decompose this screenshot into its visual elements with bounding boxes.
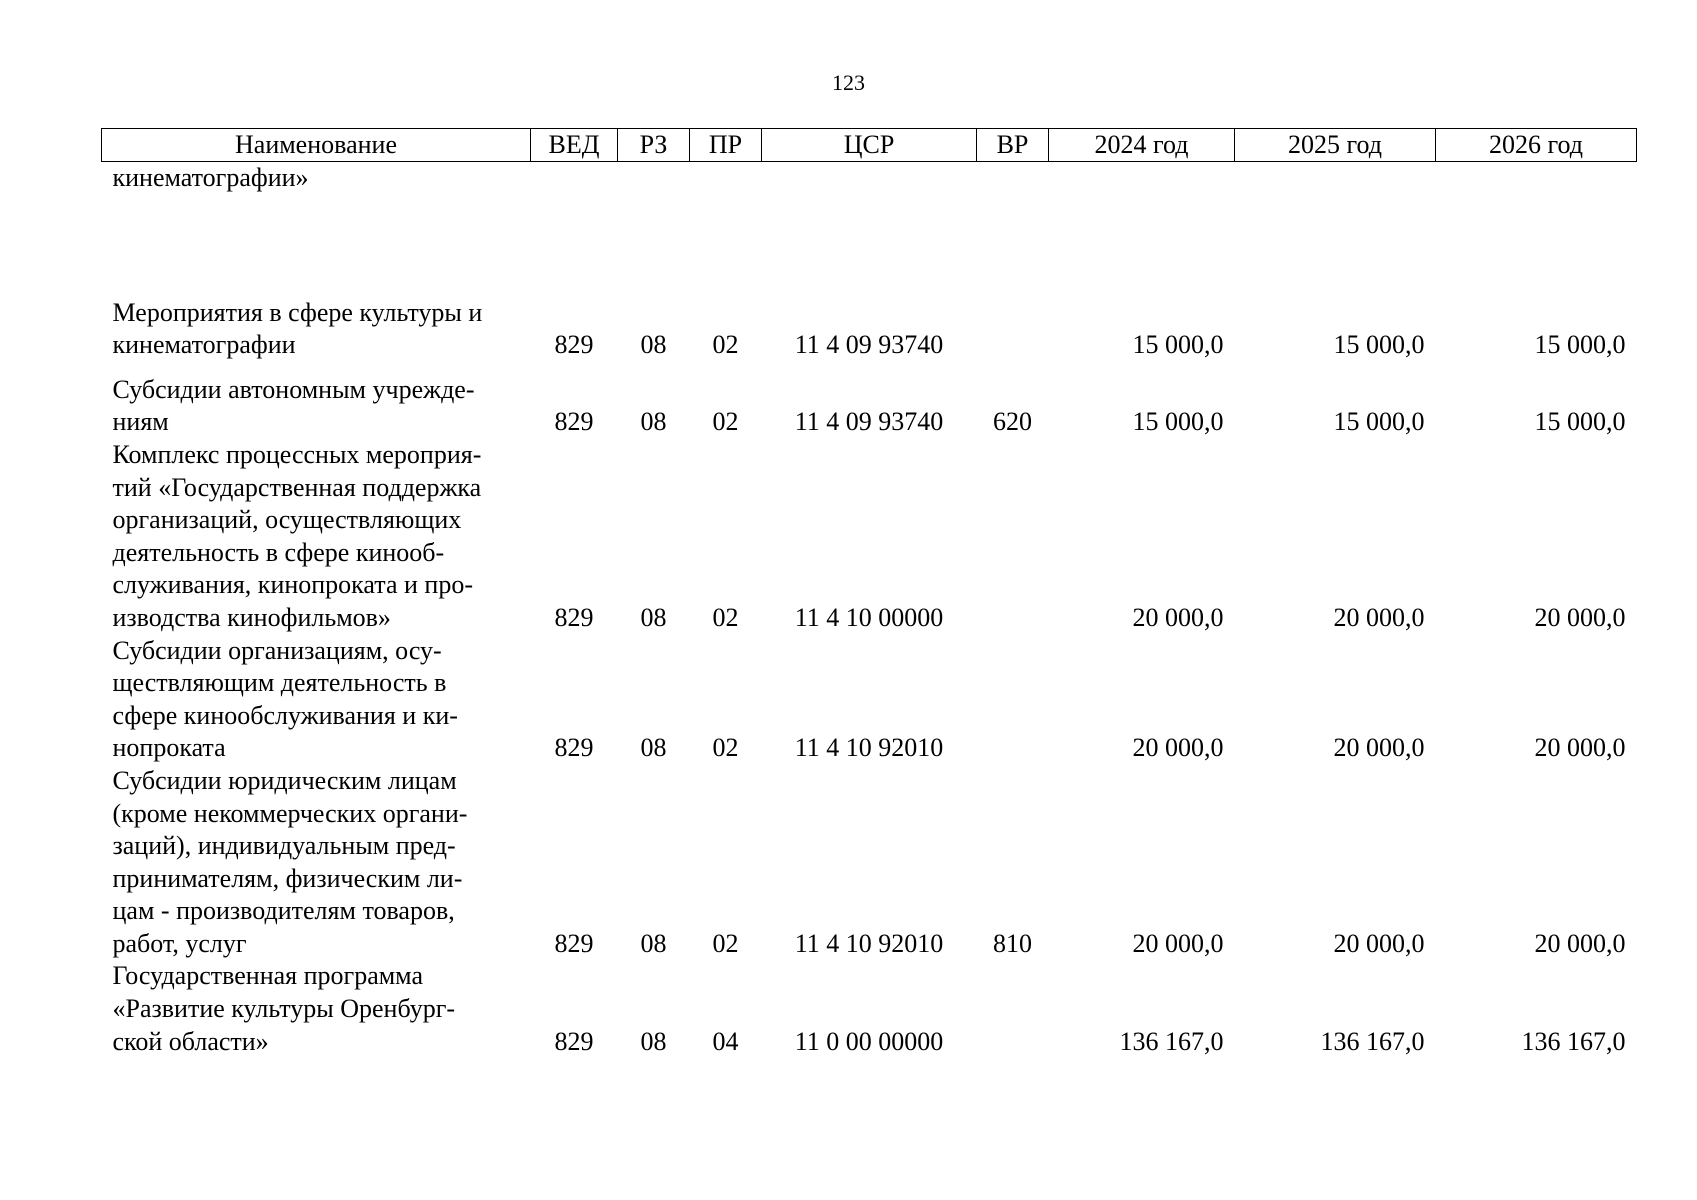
name-line: ществляющим деятельность в [112, 668, 447, 698]
row-gap [102, 362, 1637, 374]
cell-pr: 02 [712, 928, 739, 958]
cell-2026: 20 000,0 [1534, 733, 1626, 763]
header-vr: ВР [977, 129, 1049, 162]
cell-2025: 15 000,0 [1333, 407, 1425, 437]
name-line: «Развитие культуры Оренбург- [112, 994, 456, 1024]
cell-rz: 08 [640, 733, 667, 763]
cell-vr: 810 [993, 928, 1032, 958]
cell-vr: 620 [993, 407, 1032, 437]
cell-rz: 08 [640, 330, 667, 360]
cell-2025: 20 000,0 [1333, 733, 1425, 763]
name-line: тий «Государственная поддержка [112, 472, 482, 502]
name-line: цам - производителям товаров, [112, 896, 455, 926]
cell-ved: 829 [554, 1026, 594, 1056]
name-line: организаций, осуществляющих [112, 505, 462, 535]
cell-2025: 20 000,0 [1333, 602, 1425, 632]
carryover-row [102, 162, 1637, 195]
cell-name [102, 374, 531, 439]
name-line: ской области» [112, 1026, 269, 1056]
header-name: Наименование [102, 129, 531, 162]
cell-ved: 829 [554, 407, 594, 437]
cell-ved: 829 [554, 602, 594, 632]
cell-2026: 15 000,0 [1534, 330, 1626, 360]
cell-csr: 11 4 10 92010 [794, 733, 944, 763]
cell-csr: 11 4 10 92010 [794, 928, 944, 958]
name-line: заций), индивидуальным пред- [112, 831, 456, 861]
page-number: 123 [832, 70, 865, 95]
name-line: кинематографии [112, 330, 296, 360]
name-line: нопроката [112, 733, 226, 763]
header-rz: РЗ [618, 129, 690, 162]
header-pr: ПР [690, 129, 762, 162]
header-2026: 2026 год [1436, 129, 1637, 162]
cell-2025: 136 167,0 [1320, 1026, 1425, 1056]
carryover-text: кинематографии» [112, 163, 309, 192]
header-csr: ЦСР [762, 129, 977, 162]
cell-csr: 11 4 10 00000 [794, 602, 944, 632]
name-line: служивания, кинопроката и про- [112, 570, 473, 600]
carryover-spacer [102, 195, 1637, 297]
cell-name [102, 297, 531, 362]
cell-2024: 20 000,0 [1132, 928, 1224, 958]
name-line: (кроме некоммерческих органи- [112, 798, 468, 828]
cell-2025: 15 000,0 [1333, 330, 1425, 360]
table-body [102, 162, 1637, 1059]
name-line: Субсидии юридическим лицам [112, 765, 457, 795]
table-row [102, 297, 1637, 362]
cell-name [102, 439, 531, 635]
name-line: Мероприятия в сфере культуры и [112, 297, 483, 327]
name-line: сфере кинообслуживания и ки- [112, 700, 458, 730]
cell-pr: 04 [712, 1026, 739, 1056]
cell-name [102, 960, 531, 1058]
cell-2024: 136 167,0 [1119, 1026, 1224, 1056]
cell-vr [977, 297, 1049, 362]
table-row [102, 635, 1637, 765]
cell-pr: 02 [712, 330, 739, 360]
cell-2024: 15 000,0 [1132, 407, 1224, 437]
table-row [102, 765, 1637, 961]
name-line: изводства кинофильмов» [112, 602, 391, 632]
cell-2025: 20 000,0 [1333, 928, 1425, 958]
cell-2024: 15 000,0 [1132, 330, 1224, 360]
cell-2026: 15 000,0 [1534, 407, 1626, 437]
cell-name [102, 635, 531, 765]
table-row [102, 374, 1637, 439]
cell-pr: 02 [712, 602, 739, 632]
header-ved: ВЕД [531, 129, 618, 162]
cell-pr: 02 [712, 407, 739, 437]
cell-rz: 08 [640, 1026, 667, 1056]
cell-2026: 136 167,0 [1521, 1026, 1626, 1056]
cell-rz: 08 [640, 602, 667, 632]
cell-pr: 02 [712, 733, 739, 763]
table-header [102, 129, 1637, 162]
budget-table [101, 128, 1637, 1058]
cell-rz: 08 [640, 407, 667, 437]
cell-csr: 11 4 09 93740 [794, 330, 944, 360]
cell-2026: 20 000,0 [1534, 928, 1626, 958]
table-row [102, 960, 1637, 1058]
cell-vr [977, 635, 1049, 765]
name-line: ниям [112, 407, 169, 437]
cell-2026: 20 000,0 [1534, 602, 1626, 632]
header-2025: 2025 год [1235, 129, 1436, 162]
cell-name [102, 765, 531, 961]
cell-csr: 11 0 00 00000 [794, 1026, 944, 1056]
name-line: принимателям, физическим ли- [112, 863, 463, 893]
cell-ved: 829 [554, 928, 594, 958]
cell-ved: 829 [554, 733, 594, 763]
cell-2024: 20 000,0 [1132, 733, 1224, 763]
cell-vr [977, 439, 1049, 635]
name-line: Субсидии автономным учрежде- [112, 374, 475, 404]
name-line: деятельность в сфере кинооб- [112, 537, 445, 567]
cell-ved: 829 [554, 330, 594, 360]
name-line: Комплекс процессных мероприя- [112, 439, 482, 469]
name-line: работ, услуг [112, 928, 247, 958]
header-2024: 2024 год [1049, 129, 1235, 162]
cell-csr: 11 4 09 93740 [794, 407, 944, 437]
cell-rz: 08 [640, 928, 667, 958]
cell-vr [977, 960, 1049, 1058]
name-line: Государственная программа [112, 961, 424, 991]
name-line: Субсидии организациям, осу- [112, 635, 442, 665]
table-row [102, 439, 1637, 635]
cell-2024: 20 000,0 [1132, 602, 1224, 632]
